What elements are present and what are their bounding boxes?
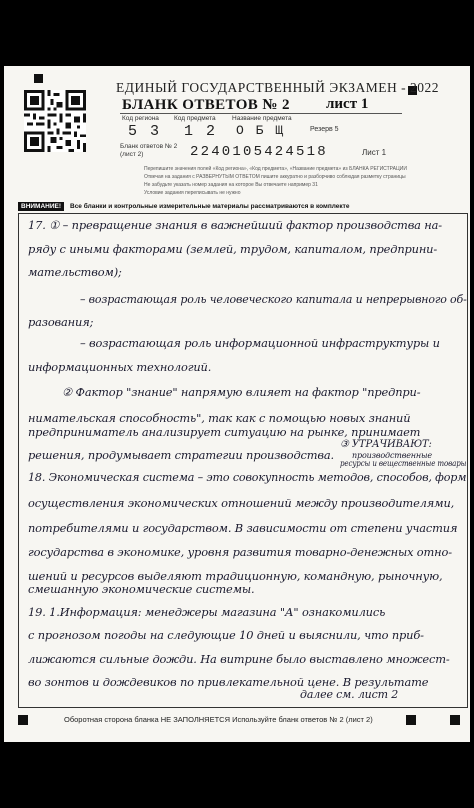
answer-line: разования; xyxy=(28,315,94,329)
answer-line: лижаются сильные дожди. На витрине было выставлено множест- xyxy=(28,652,450,666)
exam-title: ЕДИНЫЙ ГОСУДАРСТВЕННЫЙ ЭКЗАМЕН - 2022 xyxy=(116,80,439,95)
instruction-line-2: Отвечая на задания с РАЗВЕРНУТЫМ ОТВЕТОМ пишите аккуратно и разборчиво соблюдая разметку страницы xyxy=(144,174,406,180)
continuation-note: далее см. лист 2 xyxy=(300,688,399,701)
instruction-line-1: Перепишите значения полей «Код региона», «Код предмета», «Название предмета» из БЛАНКА РЕГИСТРАЦИИ xyxy=(144,166,407,172)
answer-line: – возрастающая роль информационной инфраструктуры и xyxy=(80,336,440,350)
side-note-line: производственные xyxy=(352,451,432,460)
qr-code-icon xyxy=(24,90,86,152)
subject-code-value: 1 2 xyxy=(184,123,218,140)
subject-name-value: О Б Щ xyxy=(236,123,286,138)
answer-line: ряду с иными факторами (землей, трудом, капиталом, предприни- xyxy=(28,242,438,256)
region-code-label: Код региона xyxy=(122,115,159,122)
bottom-marker-right-2 xyxy=(450,715,460,725)
answer-line: решения, продумывает стратегии производства. xyxy=(28,448,335,462)
warning-bar xyxy=(18,202,466,211)
reserve-field: Резерв 5 xyxy=(310,126,339,133)
instruction-line-4: Условие задания переписывать не нужно xyxy=(144,190,241,196)
warning-text: Все бланки и контрольные измерительные материалы рассматриваются в комплекте xyxy=(70,203,350,210)
form-serial-number: 2240105424518 xyxy=(190,144,328,160)
answer-line: 19. 1.Информация: менеджеры магазина "А" ознакомились xyxy=(28,605,386,619)
sheet-number-right: Лист 1 xyxy=(362,148,387,157)
answer-line: смешанную экономические системы. xyxy=(28,582,255,596)
answer-line: 17. ① – превращение знания в важнейший фактор производства на- xyxy=(28,218,442,232)
sheet-label: лист 1 xyxy=(326,96,369,112)
answer-line: с прогнозом погоды на следующие 10 дней и выяснили, что приб- xyxy=(28,628,424,642)
bottom-marker-left xyxy=(18,715,28,725)
subject-name-label: Название предмета xyxy=(232,115,292,122)
corner-marker-top-left xyxy=(34,74,43,83)
header-rule xyxy=(120,113,402,114)
answer-form-sheet xyxy=(4,66,470,742)
answer-line: ② Фактор "знание" напрямую влияет на фактор "предпри- xyxy=(62,385,421,399)
instruction-line-3: Не забудьте указать номер задания на которое Вы отвечаете например 31 xyxy=(144,182,318,188)
answer-line: – возрастающая роль человеческого капитала и непрерывного об- xyxy=(80,292,467,306)
form-title: БЛАНК ОТВЕТОВ № 2 xyxy=(122,97,290,113)
footer-note: Оборотная сторона бланка НЕ ЗАПОЛНЯЕТСЯ Используйте бланк ответов № 2 (лист 2) xyxy=(64,715,373,724)
answer-line: предприниматель анализирует ситуацию на рынке, принимает xyxy=(28,425,421,439)
answer-line: потребителями и государством. В зависимости от степени участия xyxy=(28,521,458,535)
side-note-line: ресурсы и вещественные товары xyxy=(340,459,467,468)
answer-line: государства в экономике, уровня развития товарно-денежных отно- xyxy=(28,545,452,559)
subject-code-label: Код предмета xyxy=(174,115,216,122)
answer-line: осуществления экономических отношений между производителями, xyxy=(28,496,455,510)
bottom-marker-right-1 xyxy=(406,715,416,725)
warning-tag: ВНИМАНИЕ! xyxy=(18,202,64,211)
side-note-label: ③ УТРАЧИВАЮТ: xyxy=(340,439,432,450)
region-code-value: 5 3 xyxy=(128,123,162,140)
answer-line: информационных технологий. xyxy=(28,360,212,374)
form2-reference-label: Бланк ответов № 2 (лист 2) xyxy=(120,143,178,158)
answer-line: нимательская способность", так как с помощью новых знаний xyxy=(28,411,411,425)
answer-line: 18. Экономическая система – это совокупность методов, способов, форм xyxy=(28,470,467,484)
answer-line: мательством); xyxy=(28,265,122,279)
answer-line: во зонтов и дождевиков по привлекательной цене. В результате xyxy=(28,675,429,689)
answer-line: шений и ресурсов выделяют традиционную, командную, рыночную, xyxy=(28,569,443,583)
